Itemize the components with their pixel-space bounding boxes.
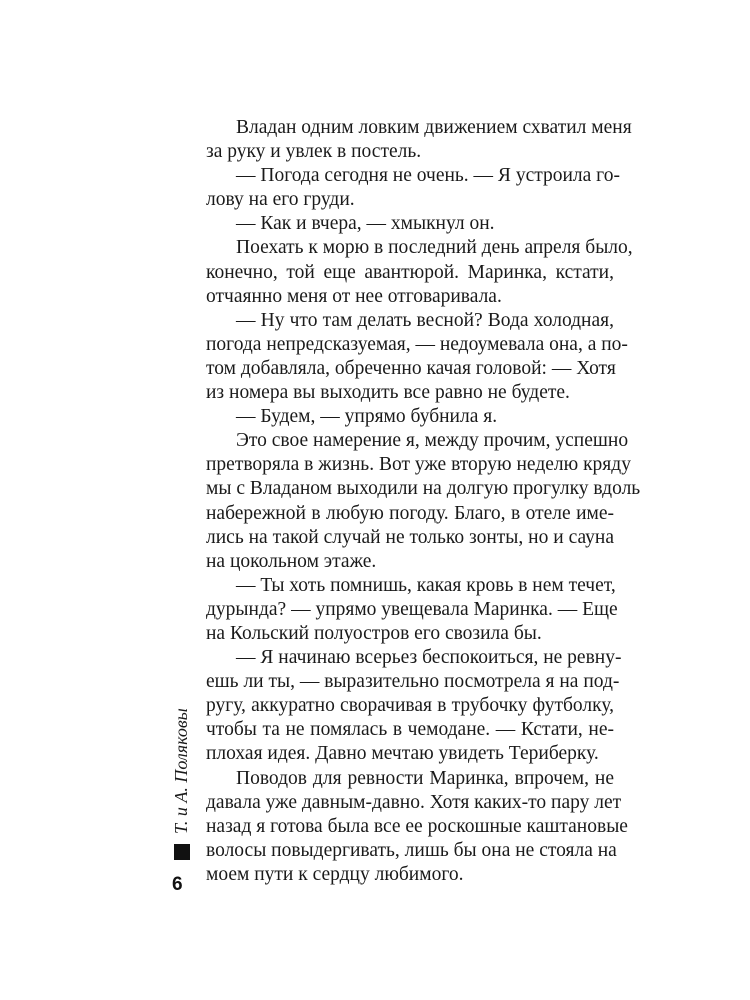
text-line: дурында? — упрямо увещевала Маринка. — Еще [206,598,618,620]
text-line: плохая идея. Давно мечтаю увидеть Териберку. [206,743,599,765]
text-line: Это свое намерение я, между прочим, успешно [236,430,629,452]
running-head [171,708,192,860]
text-line: давала уже давным-давно. Хотя каких-то пару лет [206,791,622,813]
paragraph [206,405,614,429]
text-line: из номера вы выходить все равно не будете. [206,382,570,404]
running-head-author: Т. и А. Поляковы [171,708,191,834]
text-line: Поводов для ревности Маринка, впрочем, не [236,767,614,789]
text-line: — Погода сегодня не очень. — Я устроила го- [236,165,620,187]
text-line: — Я начинаю всерьез беспокоиться, не ревну- [236,647,622,669]
text-line: мы с Владаном выходили на долгую прогулку вдоль [206,478,641,500]
paragraph [206,212,614,236]
text-line: набережной в любую погоду. Благо, в отеле име- [206,502,614,524]
text-line: — Ну что там делать весной? Вода холодная, [236,309,614,331]
text-line: на Кольский полуостров его свозила бы. [206,622,542,644]
text-line: том добавляла, обреченно качая головой: — Хотя [206,357,616,379]
text-line: погода непредсказуемая, — недоумевала она, а по- [206,333,628,355]
text-line: лову на его груди. [206,189,355,211]
text-line: — Ты хоть помнишь, какая кровь в нем течет, [236,574,616,596]
paragraph [206,767,628,887]
paragraph [206,309,628,405]
text-line: ешь ли ты, — выразительно посмотрела я на под- [206,671,620,693]
paragraph [206,574,618,646]
text-line: чтобы та не помялась в чемодане. — Кстати, не- [206,719,614,741]
text-line: ругу, аккуратно сворачивая в трубочку футболку, [206,695,614,717]
page-number: 6 [172,874,183,895]
text-line: конечно, той еще авантюрой. Маринка, кстати, [206,261,614,283]
text-line: — Будем, — упрямо бубнила я. [236,406,498,428]
text-line: волосы повыдергивать, лишь бы она не стояла на [206,839,617,861]
text-line: Владан одним ловким движением схватил меня [236,117,632,138]
text-line: на цокольном этаже. [206,550,377,572]
paragraph [206,646,622,766]
text-line: Поехать к морю в последний день апреля было, [236,237,633,259]
text-line: — Как и вчера, — хмыкнул он. [236,213,495,235]
text-line: назад я готова была все ее роскошные каштановые [206,815,628,837]
paragraph [206,164,620,212]
paragraph [206,116,632,164]
text-line: моем пути к сердцу любимого. [206,863,464,885]
text-line: лись на такой случай не только зонты, но и сауна [206,526,614,548]
body-text [206,116,641,887]
text-line: отчаянно меня от нее отговаривала. [206,285,502,307]
text-line: претворяла в жизнь. Вот уже вторую неделю кряду [206,454,631,476]
paragraph [206,236,633,308]
paragraph [206,429,641,574]
running-head-marker [174,844,190,860]
text-line: за руку и увлек в постель. [206,141,422,163]
